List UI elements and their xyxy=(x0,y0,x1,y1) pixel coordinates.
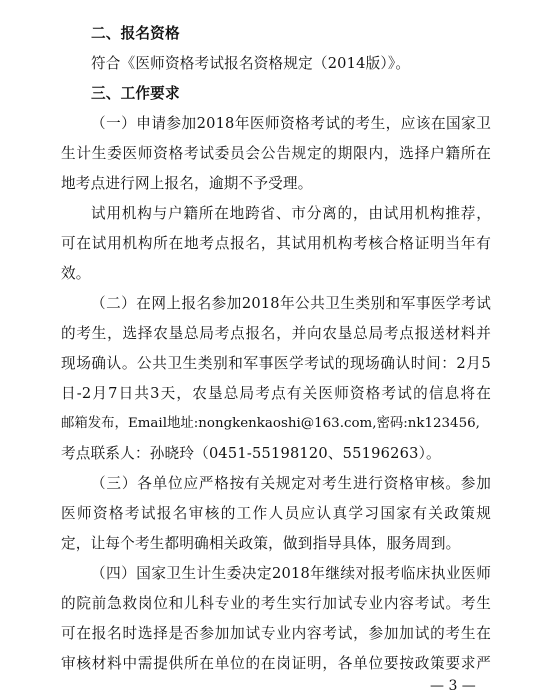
paragraph-line: 可在报名时选择是否参加加试专业内容考试，参加加试的考生在 xyxy=(61,625,491,642)
paragraph-line: 可在试用机构所在地考点报名，其试用机构考核合格证明当年有 xyxy=(61,235,491,252)
paragraph-line: 审核材料中需提供所在单位的在岗证明，各单位要按政策要求严 xyxy=(61,655,491,672)
paragraph-line: 的院前急救岗位和儿科专业的考生实行加试专业内容考试。考生 xyxy=(61,595,491,612)
paragraph-line: 现场确认。公共卫生类别和军事医学考试的现场确认时间：2月5 xyxy=(61,355,491,372)
paragraph-line-contact: 考点联系人：孙晓玲（0451-55198120、55196263）。 xyxy=(61,445,441,462)
section-heading-requirements: 三、工作要求 xyxy=(91,85,180,102)
paragraph-line: 定，让每个考生都明确相关政策，做到指导具体，服务周到。 xyxy=(61,535,461,552)
paragraph-line: （四）国家卫生计生委决定2018年继续对报考临床执业医师 xyxy=(91,565,491,582)
paragraph-line: （二）在网上报名参加2018年公共卫生类别和军事医学考试 xyxy=(91,295,491,312)
paragraph-line: 地考点进行网上报名，逾期不予受理。 xyxy=(61,175,313,192)
paragraph-line: （三）各单位应严格按有关规定对考生进行资格审核。参加 xyxy=(91,475,491,492)
paragraph-line: 效。 xyxy=(61,265,91,282)
paragraph-line: 日-2月7日共3天，农垦总局考点有关医师资格考试的信息将在 xyxy=(61,385,491,402)
paragraph-line: 试用机构与户籍所在地跨省、市分离的，由试用机构推荐， xyxy=(91,205,491,222)
paragraph-line: 的考生，选择农垦总局考点报名，并向农垦总局考点报送材料并 xyxy=(61,325,491,342)
paragraph-line: （一）申请参加2018年医师资格考试的考生，应该在国家卫 xyxy=(91,115,491,132)
eligibility-text: 符合《医师资格考试报名资格规定（2014版）》。 xyxy=(91,55,411,72)
page-number: — 3 — xyxy=(430,678,476,694)
paragraph-line: 生计生委医师资格考试委员会公告规定的期限内，选择户籍所在 xyxy=(61,145,491,162)
paragraph-line-email: 邮箱发布，Email地址:nongkenkaoshi@163.com,密码:nk123456, xyxy=(61,416,480,431)
paragraph-line: 医师资格考试报名审核的工作人员应认真学习国家有关政策规 xyxy=(61,505,491,522)
section-heading-eligibility: 二、报名资格 xyxy=(91,25,180,42)
